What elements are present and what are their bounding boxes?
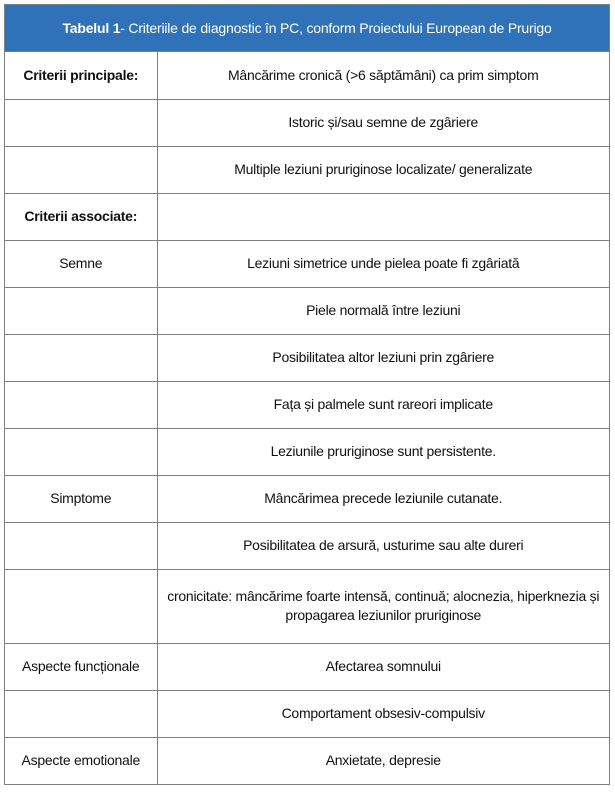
- table-row: [5, 146, 609, 193]
- table-title-number: Tabelul 1: [62, 20, 121, 36]
- row-criterion: Fața și palmele sunt rareori implicate: [157, 381, 609, 428]
- row-category: Criterii associate:: [5, 193, 157, 240]
- table-row: [5, 99, 609, 146]
- row-criterion: Posibilitatea altor leziuni prin zgâriere: [157, 334, 609, 381]
- table-row: [5, 643, 609, 690]
- row-category: [5, 381, 157, 428]
- criteria-grid: [5, 52, 609, 784]
- row-category: [5, 690, 157, 737]
- table-row: [5, 287, 609, 334]
- table-title-text: - Criteriile de diagnostic în PC, conform Proiectului European de Prurigo: [120, 20, 552, 36]
- row-category: Aspecte funcționale: [5, 643, 157, 690]
- row-category: [5, 146, 157, 193]
- row-category: Aspecte emotionale: [5, 737, 157, 784]
- row-criterion: Posibilitatea de arsură, usturime sau alte dureri: [157, 522, 609, 569]
- table-row: [5, 569, 609, 643]
- row-criterion: Leziuni simetrice unde pielea poate fi zgâriată: [157, 240, 609, 287]
- table-row: [5, 240, 609, 287]
- criteria-table: [4, 4, 610, 785]
- table-row: [5, 475, 609, 522]
- table-row: [5, 737, 609, 784]
- row-category: [5, 287, 157, 334]
- row-criterion: Piele normală între leziuni: [157, 287, 609, 334]
- row-criterion: cronicitate: mâncărime foarte intensă, continuă; alocnezia, hiperknezia și propagarea leziunilor pruriginose: [157, 569, 609, 643]
- row-category: [5, 99, 157, 146]
- row-category: Criterii principale:: [5, 52, 157, 99]
- row-criterion: Afectarea somnului: [157, 643, 609, 690]
- row-category: [5, 334, 157, 381]
- table-row: [5, 52, 609, 99]
- table-row: [5, 334, 609, 381]
- row-criterion: Istoric și/sau semne de zgâriere: [157, 99, 609, 146]
- row-category: Semne: [5, 240, 157, 287]
- row-category: [5, 428, 157, 475]
- table-row: [5, 522, 609, 569]
- row-category: [5, 569, 157, 643]
- table-row: [5, 428, 609, 475]
- row-criterion: Comportament obsesiv-compulsiv: [157, 690, 609, 737]
- table-title: [5, 5, 609, 52]
- row-category: Simptome: [5, 475, 157, 522]
- table-row: [5, 381, 609, 428]
- row-criterion: Mâncărimea precede leziunile cutanate.: [157, 475, 609, 522]
- row-criterion: Multiple leziuni pruriginose localizate/ generalizate: [157, 146, 609, 193]
- table-row: [5, 193, 609, 240]
- row-category: [5, 522, 157, 569]
- table-row: [5, 690, 609, 737]
- row-criterion: Mâncărime cronică (>6 săptămâni) ca prim simptom: [157, 52, 609, 99]
- row-criterion: Leziunile pruriginose sunt persistente.: [157, 428, 609, 475]
- row-criterion: [157, 193, 609, 240]
- row-criterion: Anxietate, depresie: [157, 737, 609, 784]
